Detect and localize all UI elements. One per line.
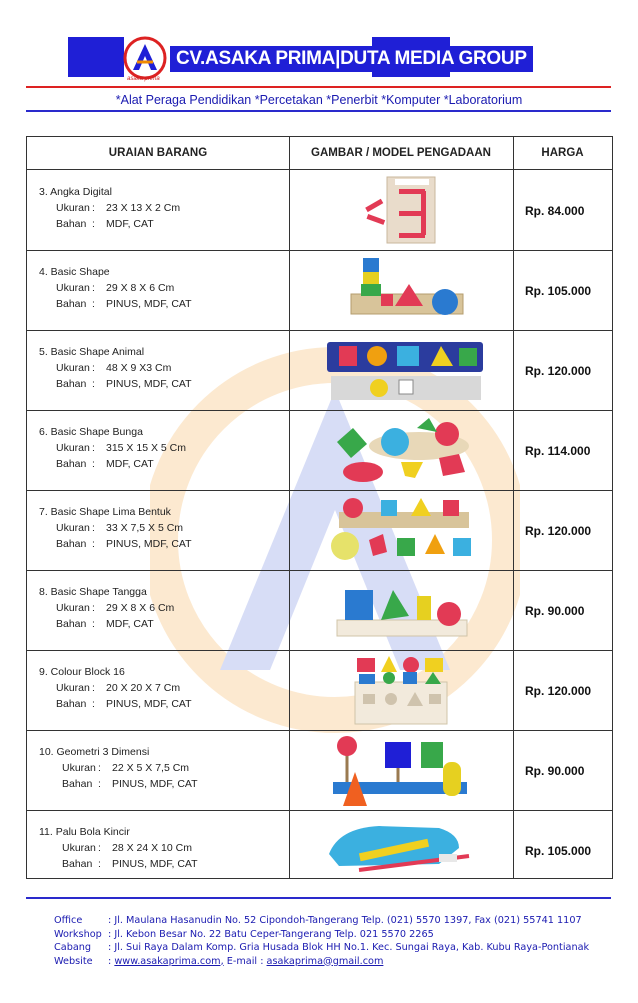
material-label: Bahan: [56, 298, 87, 310]
company-logo-icon: [123, 36, 167, 80]
item-material: MDF, CAT: [106, 618, 154, 630]
item-material: PINUS, MDF, CAT: [106, 698, 192, 710]
size-label: Ukuran: [56, 362, 90, 374]
item-price: Rp. 114.000: [525, 444, 591, 458]
basic-shape-image-icon: [339, 254, 469, 326]
item-name: 3. Angka Digital: [39, 186, 112, 198]
material-label: Bahan: [56, 698, 87, 710]
workshop-address: : Jl. Kebon Besar No. 22 Batu Ceper-Tangerang Telp. 021 5570 2265: [108, 928, 434, 940]
item-price: Rp. 120.000: [525, 684, 592, 698]
item-material: PINUS, MDF, CAT: [106, 378, 192, 390]
material-label: Bahan: [56, 378, 87, 390]
item-name: 7. Basic Shape Lima Bentuk: [39, 506, 171, 518]
colour-block-16-image-icon: [345, 654, 455, 728]
header-bar-left: [68, 37, 124, 77]
material-label: Bahan: [56, 218, 87, 230]
size-label: Ukuran: [56, 282, 90, 294]
item-name: 11. Palu Bola Kincir: [39, 826, 130, 838]
website-link[interactable]: www.asakaprima.com,: [114, 955, 224, 967]
size-label: Ukuran: [56, 202, 90, 214]
cabang-label: Cabang: [54, 942, 92, 953]
item-size: 28 X 24 X 10 Cm: [112, 842, 192, 854]
cabang-address: : Jl. Sui Raya Dalam Komp. Gria Husada Blok HH No.1. Kec. Sungai Raya, Kab. Kubu Raya-Pontianak: [108, 942, 590, 953]
header-gambar: GAMBAR / MODEL PENGADAAN: [289, 137, 514, 170]
table-row: 9. Colour Block 16 Ukuran : 20 X 20 X 7 Cm Bahan : PINUS, MDF, CAT Rp. 120.000: [27, 650, 612, 731]
angka-digital-image-icon: [359, 175, 449, 245]
table-row: 6. Basic Shape Bunga Ukuran : 315 X 15 X 5 Cm Bahan : MDF, CAT Rp. 114.000: [27, 410, 612, 491]
item-size: 29 X 8 X 6 Cm: [106, 602, 175, 614]
table-row: 10. Geometri 3 Dimensi Ukuran : 22 X 5 X 7,5 Cm Bahan : PINUS, MDF, CAT Rp. 90.000: [27, 730, 612, 811]
item-material: PINUS, MDF, CAT: [112, 778, 198, 790]
item-price: Rp. 90.000: [525, 764, 585, 778]
item-size: 20 X 20 X 7 Cm: [106, 682, 181, 694]
item-material: MDF, CAT: [106, 218, 154, 230]
size-label: Ukuran: [56, 522, 90, 534]
item-name: 5. Basic Shape Animal: [39, 346, 145, 358]
size-label: Ukuran: [56, 682, 90, 694]
workshop-label: Workshop: [54, 928, 102, 940]
item-material: MDF, CAT: [106, 458, 154, 470]
material-label: Bahan: [56, 538, 87, 550]
item-name: 9. Colour Block 16: [39, 666, 125, 678]
material-label: Bahan: [62, 858, 93, 870]
item-price: Rp. 120.000: [525, 524, 592, 538]
product-table: [26, 136, 613, 879]
item-size: 22 X 5 X 7,5 Cm: [112, 762, 190, 774]
item-name: 8. Basic Shape Tangga: [39, 586, 147, 598]
company-name: CV.ASAKA PRIMA|DUTA MEDIA GROUP: [170, 46, 533, 72]
basic-shape-tangga-image-icon: [323, 576, 483, 646]
basic-shape-lima-bentuk-image-icon: [323, 494, 483, 568]
basic-shape-animal-image-icon: [319, 336, 489, 402]
header-divider-red: [26, 86, 611, 88]
item-price: Rp. 90.000: [525, 604, 585, 618]
item-size: 48 X 9 X3 Cm: [106, 362, 172, 374]
header-divider-blue: [26, 110, 611, 112]
item-price: Rp. 120.000: [525, 364, 592, 378]
size-label: Ukuran: [62, 762, 96, 774]
material-label: Bahan: [56, 618, 87, 630]
table-row: 5. Basic Shape Animal Ukuran : 48 X 9 X3 Cm Bahan : PINUS, MDF, CAT Rp. 120.000: [27, 330, 612, 411]
header-harga: HARGA: [513, 137, 612, 170]
item-price: Rp. 105.000: [525, 284, 592, 298]
logo-subtitle: asaka prima: [127, 76, 160, 82]
item-size: 29 X 8 X 6 Cm: [106, 282, 175, 294]
office-address: : Jl. Maulana Hasanudin No. 52 Cipondoh-Tangerang Telp. (021) 5570 1397, Fax (021) 55741 1107: [108, 915, 582, 926]
item-price: Rp. 84.000: [525, 204, 585, 218]
table-row: 4. Basic Shape Ukuran : 29 X 8 X 6 Cm Bahan : PINUS, MDF, CAT Rp. 105.000: [27, 250, 612, 331]
size-label: Ukuran: [56, 602, 90, 614]
email-prefix: E-mail :: [223, 955, 267, 967]
table-row: 7. Basic Shape Lima Bentuk Ukuran : 33 X 7,5 X 5 Cm Bahan : PINUS, MDF, CAT Rp. 120.000: [27, 490, 612, 571]
basic-shape-bunga-image-icon: [319, 414, 489, 488]
table-row: 3. Angka Digital Ukuran : 23 X 13 X 2 Cm Bahan : MDF, CAT Rp. 84.000: [27, 170, 612, 251]
table-row: 8. Basic Shape Tangga Ukuran : 29 X 8 X 6 Cm Bahan : MDF, CAT Rp. 90.000: [27, 570, 612, 651]
item-material: PINUS, MDF, CAT: [112, 858, 198, 870]
size-label: Ukuran: [56, 442, 90, 454]
item-material: PINUS, MDF, CAT: [106, 298, 192, 310]
header-uraian: URAIAN BARANG: [27, 137, 290, 170]
material-label: Bahan: [62, 778, 93, 790]
palu-bola-kincir-image-icon: [319, 814, 479, 878]
item-name: 6. Basic Shape Bunga: [39, 426, 143, 438]
size-label: Ukuran: [62, 842, 96, 854]
item-size: 315 X 15 X 5 Cm: [106, 442, 186, 454]
item-size: 33 X 7,5 X 5 Cm: [106, 522, 184, 534]
item-size: 23 X 13 X 2 Cm: [106, 202, 181, 214]
item-material: PINUS, MDF, CAT: [106, 538, 192, 550]
tagline: *Alat Peraga Pendidikan *Percetakan *Penerbit *Komputer *Laboratorium: [115, 93, 523, 107]
table-row: 11. Palu Bola Kincir Ukuran : 28 X 24 X 10 Cm Bahan : PINUS, MDF, CAT Rp. 105.000: [27, 810, 612, 878]
website-prefix: :: [108, 955, 115, 967]
material-label: Bahan: [56, 458, 87, 470]
geometri-3-dimensi-image-icon: [325, 732, 475, 808]
email-link[interactable]: asakaprima@gmail.com: [266, 955, 384, 967]
footer-contact: [54, 915, 589, 969]
website-label: Website: [54, 955, 93, 967]
item-name: 10. Geometri 3 Dimensi: [39, 746, 150, 758]
office-label: Office: [54, 915, 83, 926]
footer-divider: [26, 897, 611, 899]
item-price: Rp. 105.000: [525, 844, 592, 858]
item-name: 4. Basic Shape: [39, 266, 110, 278]
